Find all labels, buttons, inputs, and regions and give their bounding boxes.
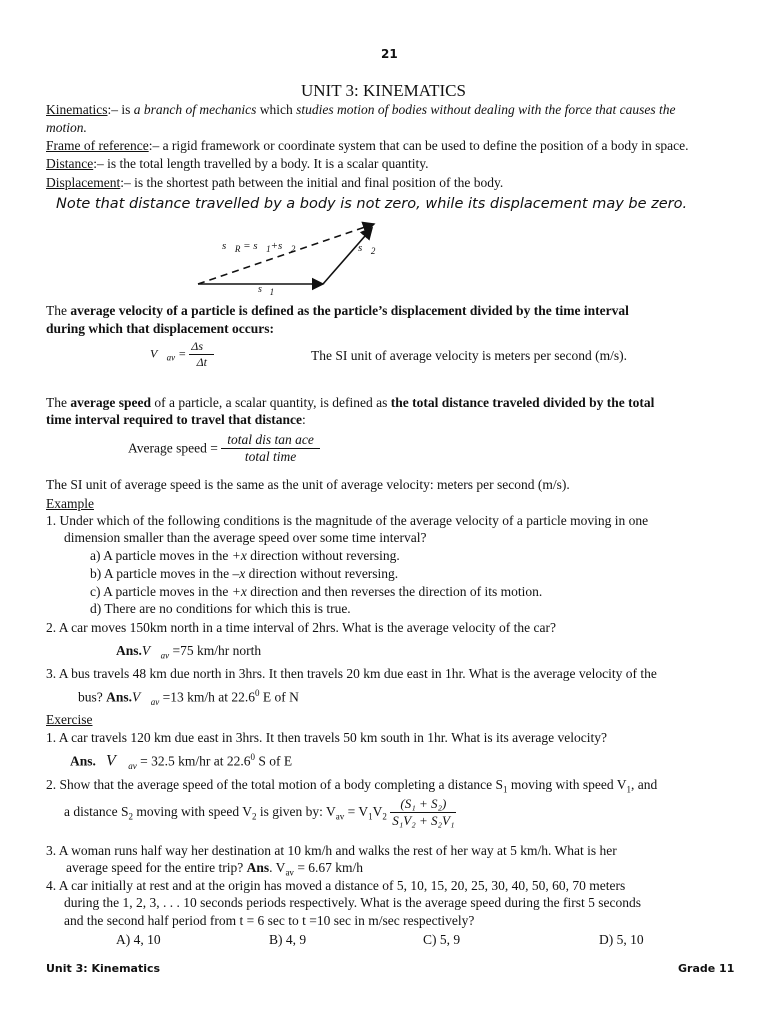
bold-text: average velocity of a particle is defined as the particle’s displacement divided by the time interval	[70, 303, 629, 318]
example-q3: 3. A bus travels 48 km due north in 3hrs. It then travels 20 km due east in 1hr. What is the average velocity of the	[46, 666, 657, 681]
sub: R	[234, 244, 241, 255]
resultant-label	[222, 240, 295, 254]
example-heading: Example	[46, 496, 94, 511]
exercise-q4: 4. A car initially at rest and at the origin has moved a distance of 5, 10, 15, 20, 25, 30, 40, 50, 60, 70 meters	[46, 878, 626, 893]
bold-text: average speed	[70, 395, 151, 410]
sub: av	[166, 352, 176, 363]
sym: s⃗	[222, 240, 235, 252]
exercise-q4-cont-1: during the 1, 2, 3, . . . 10 seconds periods respectively. What is the average speed during the first 5 seconds	[64, 895, 641, 910]
sym: +x	[231, 548, 247, 563]
exercise-q1-answer	[70, 752, 292, 771]
bold-text: time interval required to travel that distance	[46, 412, 302, 427]
exercise-q4-choice-b: B) 4, 9	[269, 932, 307, 947]
avg-speed-formula	[128, 432, 320, 465]
text: E of N	[259, 689, 299, 705]
sym: –x	[232, 566, 246, 581]
sub: av	[150, 697, 160, 708]
exercise-q3: 3. A woman runs half way her destination at 10 km/h and walks the rest of her way at 5 km/h. What is her	[46, 843, 617, 858]
denominator: S₁V₂ + S₂V₁	[392, 813, 455, 828]
sup: 0	[255, 688, 260, 698]
emph: a branch of mechanics	[133, 102, 257, 117]
text: The	[46, 303, 71, 318]
sym: +x	[231, 584, 247, 599]
numerator: total dis tan ace	[221, 432, 320, 449]
exercise-q2-cont	[64, 796, 456, 829]
text: direction without reversing.	[245, 566, 399, 581]
example-q1-cont: dimension smaller than the average speed over some time interval?	[64, 530, 427, 545]
text: :– is the total length travelled by a body. It is a scalar quantity.	[93, 156, 429, 171]
sym: V⃗	[141, 643, 161, 658]
term: Frame of reference	[46, 138, 149, 153]
numerator: (S₁ + S₂)	[390, 796, 456, 813]
example-q1-option-c	[90, 584, 542, 600]
text: direction without reversing.	[246, 548, 400, 563]
avg-velocity-def-2: during which that displacement occurs:	[46, 321, 275, 336]
example-q1-option-b	[90, 566, 398, 582]
text: d) There are no conditions for which this is true.	[90, 601, 351, 616]
page-title: UNIT 3: KINEMATICS	[301, 81, 466, 100]
exercise-heading: Exercise	[46, 712, 93, 727]
text: of a particle, a scalar quantity, is defined as	[150, 395, 391, 410]
text: The	[46, 395, 71, 410]
exercise-q1: 1. A car travels 120 km due east in 3hrs. It then travels 50 km south in 1hr. What is its average velocity?	[46, 730, 608, 745]
avg-speed-si: The SI unit of average speed is the same as the unit of average velocity: meters per second (m/s).	[46, 477, 570, 492]
s1-label	[258, 284, 274, 297]
term: Distance	[46, 156, 94, 171]
example-q1-option-a	[90, 548, 400, 564]
definition-frame	[46, 138, 689, 154]
sym: =	[175, 346, 190, 361]
exercise-q4-choice-a: A) 4, 10	[116, 932, 161, 947]
text: b) A particle moves in the	[90, 566, 233, 581]
sub: 2	[128, 811, 133, 822]
note: Note that distance travelled by a body is not zero, while its displacement may be zero.	[56, 196, 688, 212]
text: = 6.67 km/h	[293, 860, 364, 875]
sup: 0	[250, 752, 255, 762]
sub: 1	[626, 784, 632, 795]
sub: 1	[368, 811, 373, 822]
text: direction and then reverses the direction of its motion.	[246, 584, 543, 599]
sub: 1	[266, 244, 271, 255]
example-q2-answer	[116, 643, 261, 661]
text: c) A particle moves in the	[90, 584, 232, 599]
text: a distance S	[64, 803, 129, 819]
definition-distance	[46, 156, 429, 172]
text: moving with speed V	[132, 803, 252, 819]
sub: 1	[503, 784, 508, 795]
text: bus?	[78, 689, 107, 705]
avg-speed-def-1	[46, 395, 654, 411]
text: average speed for the entire trip?	[66, 860, 247, 875]
exercise-q4-choice-c: C) 5, 9	[423, 932, 461, 947]
text: , and	[631, 777, 658, 792]
text: moving with speed V	[507, 777, 627, 792]
sub: 2	[370, 246, 376, 257]
exercise-q3-cont	[66, 860, 363, 878]
exercise-q4-choice-d: D) 5, 10	[599, 932, 644, 947]
answer-label: Ans.	[70, 753, 96, 769]
definition-kinematics-cont: motion.	[46, 120, 87, 135]
text: S of E	[254, 753, 293, 769]
footer-left: Unit 3: Kinematics	[46, 962, 161, 975]
emph: studies motion of bodies without dealing with the force that causes the	[296, 102, 676, 117]
sym: = s⃗	[240, 240, 267, 252]
answer-label: Ans.	[106, 689, 133, 705]
text: Average speed =	[128, 440, 222, 456]
footer-right: Grade 11	[678, 962, 735, 975]
sub: 2	[382, 811, 387, 822]
avg-velocity-def-1	[46, 303, 629, 319]
text: :	[301, 412, 306, 427]
text: which	[256, 102, 297, 117]
example-q1: 1. Under which of the following conditions is the magnitude of the average velocity of a particle moving in one	[46, 513, 649, 528]
sub: av	[285, 867, 294, 878]
text: = V	[344, 803, 369, 819]
text: :– is the shortest path between the initial and final position of the body.	[120, 175, 504, 190]
text: is given by: V	[256, 803, 336, 819]
definition-displacement	[46, 175, 503, 191]
numerator: Δs⃗	[191, 339, 213, 353]
bold-text: the total distance traveled divided by the total	[390, 395, 655, 410]
sym: V⃗	[132, 689, 151, 705]
example-q2: 2. A car moves 150km north in a time interval of 2hrs. What is the average velocity of the car?	[46, 620, 556, 635]
sep: :– is	[107, 102, 134, 117]
avg-velocity-si: The SI unit of average velocity is meters per second (m/s).	[311, 348, 628, 363]
example-q1-option-d	[90, 601, 351, 617]
sub: av	[160, 650, 170, 661]
sub: av	[128, 761, 137, 772]
text: 2. Show that the average speed of the total motion of a body completing a distance S	[46, 777, 504, 792]
sym: V⃗	[150, 346, 167, 361]
sym: +s⃗	[270, 240, 291, 252]
sub: 1	[269, 287, 275, 297]
exercise-q2	[46, 777, 657, 795]
fraction	[189, 339, 214, 370]
term: Displacement	[46, 175, 121, 190]
text: = 32.5 km/hr at 22.6	[136, 753, 251, 769]
s2-label	[358, 242, 375, 256]
fraction	[221, 432, 320, 465]
sub: 2	[290, 244, 296, 255]
fraction	[390, 796, 456, 829]
text: . V	[269, 860, 286, 875]
denominator: total time	[244, 449, 297, 464]
exercise-q4-cont-2: and the second half period from t = 6 sec to t =10 sec in m/sec respectively?	[64, 913, 475, 928]
text: =75 km/hr north	[169, 643, 262, 658]
avg-speed-def-2	[46, 412, 306, 428]
denominator: Δt	[196, 355, 207, 369]
sym: s⃗	[258, 284, 270, 295]
definition-kinematics	[46, 102, 675, 118]
avg-velocity-formula	[150, 339, 214, 370]
example-q3-cont	[78, 688, 299, 707]
text: =13 km/h at 22.6	[159, 689, 255, 705]
sub: av	[335, 811, 345, 822]
answer-label: Ans	[246, 860, 270, 875]
term: Kinematics	[46, 102, 108, 117]
answer-label: Ans.	[116, 643, 142, 658]
text: V	[372, 803, 383, 819]
sym: V⃗	[106, 752, 129, 770]
sub: 2	[251, 811, 257, 822]
text: :– a rigid framework or coordinate system that can be used to define the position of a body in space.	[148, 138, 689, 153]
sym: s⃗	[358, 242, 371, 254]
page-number: 21	[381, 47, 398, 61]
text: a) A particle moves in the	[90, 548, 232, 563]
